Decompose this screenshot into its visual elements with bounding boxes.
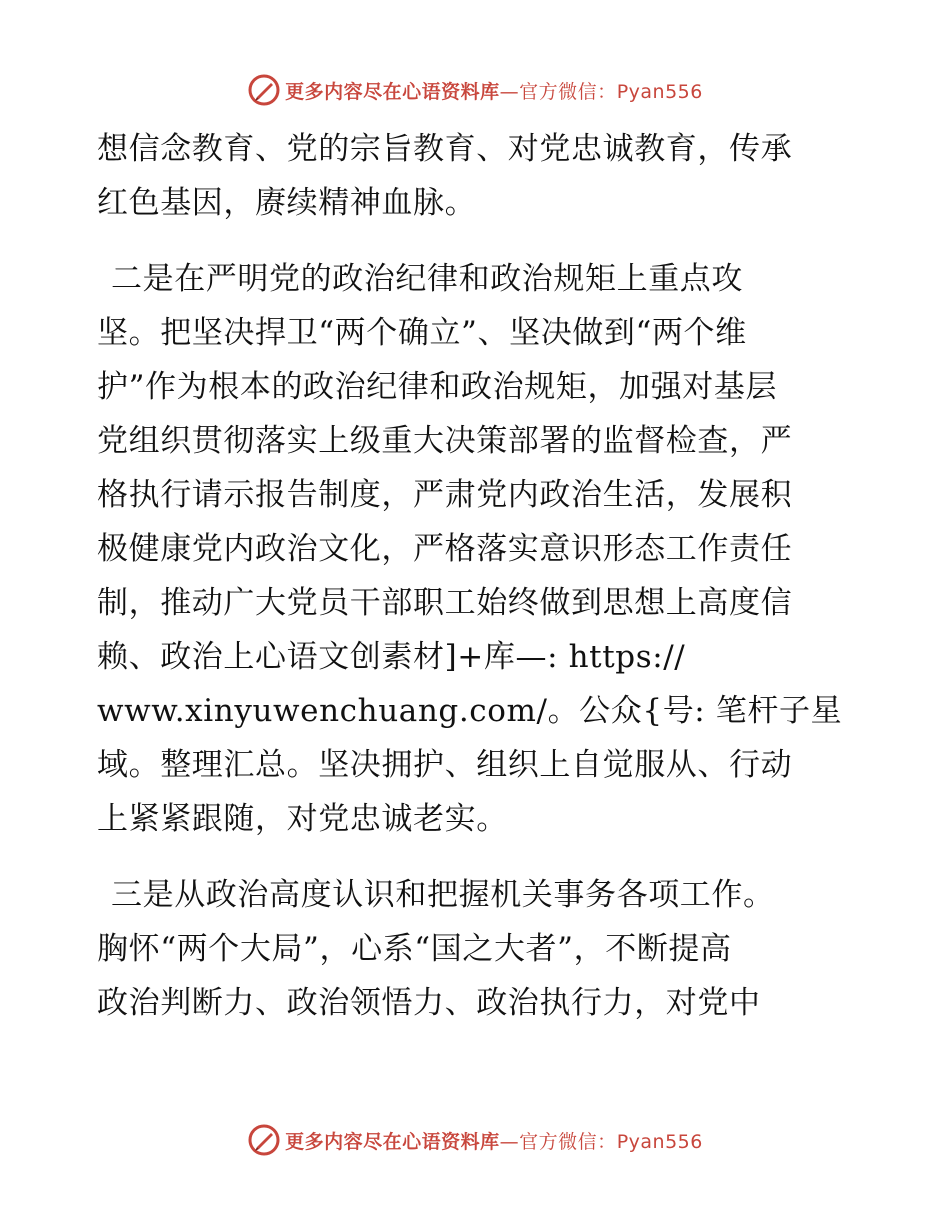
pen-logo-icon: [247, 73, 281, 107]
text-line: 党组织贯彻落实上级重大决策部署的监督检查，严: [97, 423, 793, 459]
paragraph-2: [97, 252, 857, 846]
watermark-wechat-label: 官方微信：: [519, 1130, 617, 1153]
text-line: 上紧紧跟随，对党忠诚老实。: [97, 801, 508, 837]
paragraph-3: [97, 868, 857, 1030]
watermark-text: [285, 77, 703, 104]
watermark-wechat-label: 官方微信：: [519, 80, 617, 103]
watermark-dash: —: [499, 80, 520, 103]
text-line: 二是在严明党的政治纪律和政治规矩上重点攻: [111, 261, 743, 297]
text-line: 赖、政治上心语文创素材]+库—: https://: [97, 639, 686, 675]
text-line: 红色基因，赓续精神血脉。: [97, 185, 477, 221]
document-body: [97, 122, 857, 1030]
watermark-main: 更多内容尽在心语资料库: [285, 80, 500, 103]
watermark-text: [285, 1127, 703, 1154]
pen-logo-icon: [247, 1123, 281, 1157]
paragraph-1: [97, 122, 857, 230]
watermark-header: [0, 70, 950, 110]
text-line: 制，推动广大党员干部职工始终做到思想上高度信: [97, 585, 793, 621]
text-line: 政治判断力、政治领悟力、政治执行力，对党中: [97, 985, 761, 1021]
watermark-dash: —: [499, 1130, 520, 1153]
text-line: 格执行请示报告制度，严肃党内政治生活，发展积: [97, 477, 793, 513]
text-line: www.xinyuwenchuang.com/。公众{号: 笔杆子星: [97, 693, 843, 729]
text-line: 坚。把坚决捍卫“两个确立”、坚决做到“两个维: [97, 315, 747, 351]
text-line: 极健康党内政治文化，严格落实意识形态工作责任: [97, 531, 793, 567]
text-line: 三是从政治高度认识和把握机关事务各项工作。: [111, 877, 775, 913]
watermark-footer: [0, 1120, 950, 1160]
watermark-wechat-id: Pyan556: [616, 1130, 703, 1153]
watermark-main: 更多内容尽在心语资料库: [285, 1130, 500, 1153]
text-line: 域。整理汇总。坚决拥护、组织上自觉服从、行动: [97, 747, 793, 783]
text-line: 护”作为根本的政治纪律和政治规矩，加强对基层: [97, 369, 778, 405]
text-line: 想信念教育、党的宗旨教育、对党忠诚教育，传承: [97, 131, 793, 167]
text-line: 胸怀“两个大局”，心系“国之大者”，不断提高: [97, 931, 732, 967]
watermark-wechat-id: Pyan556: [616, 80, 703, 103]
